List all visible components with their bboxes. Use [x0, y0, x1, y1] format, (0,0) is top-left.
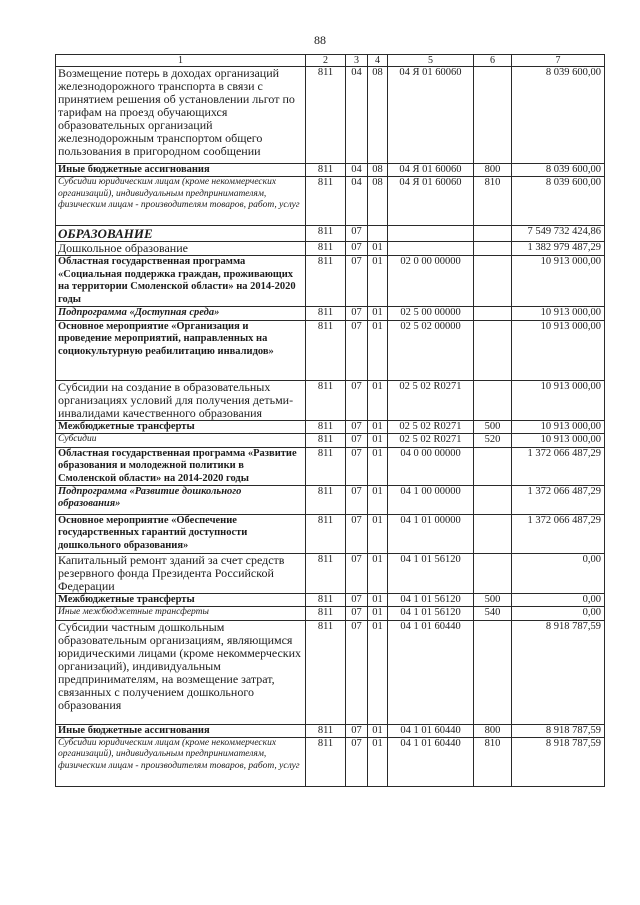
row-section-code: 04 [346, 67, 368, 164]
row-amount: 0,00 [512, 594, 605, 607]
row-subsection-code: 08 [368, 67, 388, 164]
row-subsection-code: 01 [368, 421, 388, 434]
row-expense-type-code [474, 226, 512, 242]
table-row [56, 554, 605, 594]
row-ministry-code: 811 [306, 226, 346, 242]
table-row [56, 242, 605, 256]
row-section-code: 07 [346, 321, 368, 381]
row-target-code: 04 Я 01 60060 [388, 67, 474, 164]
row-target-code: 04 1 01 00000 [388, 515, 474, 554]
column-header: 4 [368, 55, 388, 67]
row-ministry-code: 811 [306, 307, 346, 321]
row-expense-type-code [474, 67, 512, 164]
row-name: Иные бюджетные ассигнования [56, 724, 306, 737]
table-row [56, 620, 605, 724]
table-row [56, 594, 605, 607]
row-subsection-code: 01 [368, 321, 388, 381]
budget-table [55, 54, 605, 787]
row-amount: 8 039 600,00 [512, 164, 605, 177]
row-section-code: 07 [346, 256, 368, 307]
row-subsection-code: 08 [368, 177, 388, 226]
row-subsection-code: 01 [368, 447, 388, 485]
column-header: 3 [346, 55, 368, 67]
row-section-code: 07 [346, 724, 368, 737]
table-row [56, 164, 605, 177]
row-ministry-code: 811 [306, 607, 346, 620]
row-section-code: 07 [346, 226, 368, 242]
row-name: Подпрограмма «Развитие дошкольного образования» [56, 486, 306, 515]
row-target-code [388, 242, 474, 256]
row-section-code: 07 [346, 554, 368, 594]
row-name: Субсидии юридическим лицам (кроме некоммерческих организаций), индивидуальным предпринимателям, физическим лицам - производителям товаров, работ, услуг [56, 177, 306, 226]
row-name: Субсидии [56, 434, 306, 447]
row-subsection-code: 01 [368, 594, 388, 607]
row-subsection-code: 01 [368, 515, 388, 554]
row-section-code: 07 [346, 594, 368, 607]
row-ministry-code: 811 [306, 242, 346, 256]
column-header: 5 [388, 55, 474, 67]
table-row [56, 256, 605, 307]
row-section-code: 04 [346, 164, 368, 177]
row-subsection-code: 01 [368, 554, 388, 594]
row-ministry-code: 811 [306, 321, 346, 381]
row-target-code: 04 0 00 00000 [388, 447, 474, 485]
row-ministry-code: 811 [306, 421, 346, 434]
row-name: Основное мероприятие «Организация и проведение мероприятий, направленных на социокультурную реабилитацию инвалидов» [56, 321, 306, 381]
row-amount: 10 913 000,00 [512, 321, 605, 381]
table-row [56, 421, 605, 434]
row-ministry-code: 811 [306, 447, 346, 485]
table-row [56, 307, 605, 321]
table-row [56, 486, 605, 515]
row-section-code: 07 [346, 307, 368, 321]
row-amount: 1 382 979 487,29 [512, 242, 605, 256]
row-name: Субсидии на создание в образовательных организациях условий для получения детьми-инвалидами качественного образования [56, 381, 306, 421]
row-ministry-code: 811 [306, 164, 346, 177]
row-amount: 10 913 000,00 [512, 256, 605, 307]
row-section-code: 07 [346, 515, 368, 554]
row-ministry-code: 811 [306, 381, 346, 421]
table-row [56, 381, 605, 421]
row-subsection-code: 01 [368, 607, 388, 620]
table-row [56, 177, 605, 226]
row-name: Межбюджетные трансферты [56, 594, 306, 607]
row-name: Дошкольное образование [56, 242, 306, 256]
row-amount: 10 913 000,00 [512, 421, 605, 434]
row-subsection-code: 01 [368, 434, 388, 447]
row-name: Возмещение потерь в доходах организаций железнодорожного транспорта в связи с принятием решения об установлении льгот по тарифам на проезд обучающихся образовательных организаций железнодорожным транспортом общего пользования в пригородном сообщении [56, 67, 306, 164]
row-subsection-code [368, 226, 388, 242]
table-header-row [56, 55, 605, 67]
page-number: 88 [314, 33, 326, 47]
row-expense-type-code [474, 307, 512, 321]
row-expense-type-code [474, 447, 512, 485]
table-row [56, 434, 605, 447]
row-subsection-code: 08 [368, 164, 388, 177]
table-row [56, 67, 605, 164]
table-row [56, 724, 605, 737]
row-name: Иные межбюджетные трансферты [56, 607, 306, 620]
row-target-code: 04 1 01 56120 [388, 594, 474, 607]
row-ministry-code: 811 [306, 486, 346, 515]
row-target-code: 02 5 02 00000 [388, 321, 474, 381]
row-expense-type-code [474, 486, 512, 515]
row-amount: 8 039 600,00 [512, 177, 605, 226]
row-amount: 8 918 787,59 [512, 620, 605, 724]
row-ministry-code: 811 [306, 177, 346, 226]
row-section-code: 07 [346, 242, 368, 256]
column-header: 7 [512, 55, 605, 67]
row-name: Областная государственная программа «Социальная поддержка граждан, проживающих на территории Смоленской области» на 2014-2020 годы [56, 256, 306, 307]
row-amount: 0,00 [512, 554, 605, 594]
row-amount: 1 372 066 487,29 [512, 447, 605, 485]
row-target-code: 02 0 00 00000 [388, 256, 474, 307]
row-amount: 8 039 600,00 [512, 67, 605, 164]
row-name: ОБРАЗОВАНИЕ [56, 226, 306, 242]
row-section-code: 07 [346, 447, 368, 485]
column-header: 2 [306, 55, 346, 67]
row-expense-type-code: 810 [474, 738, 512, 787]
row-expense-type-code: 500 [474, 594, 512, 607]
row-target-code: 02 5 00 00000 [388, 307, 474, 321]
row-name: Подпрограмма «Доступная среда» [56, 307, 306, 321]
row-amount: 8 918 787,59 [512, 724, 605, 737]
row-target-code: 04 1 01 60440 [388, 620, 474, 724]
row-ministry-code: 811 [306, 554, 346, 594]
row-expense-type-code [474, 321, 512, 381]
table-row [56, 447, 605, 485]
row-section-code: 07 [346, 738, 368, 787]
row-amount: 10 913 000,00 [512, 381, 605, 421]
row-subsection-code: 01 [368, 724, 388, 737]
row-expense-type-code: 540 [474, 607, 512, 620]
row-subsection-code: 01 [368, 620, 388, 724]
row-amount: 10 913 000,00 [512, 307, 605, 321]
table-row [56, 607, 605, 620]
row-section-code: 07 [346, 434, 368, 447]
column-header: 6 [474, 55, 512, 67]
row-ministry-code: 811 [306, 724, 346, 737]
row-ministry-code: 811 [306, 256, 346, 307]
row-subsection-code: 01 [368, 242, 388, 256]
row-target-code: 04 1 01 56120 [388, 607, 474, 620]
row-expense-type-code: 800 [474, 724, 512, 737]
row-target-code: 04 1 01 60440 [388, 738, 474, 787]
row-ministry-code: 811 [306, 620, 346, 724]
row-subsection-code: 01 [368, 738, 388, 787]
table-row [56, 321, 605, 381]
table-row [56, 515, 605, 554]
row-expense-type-code: 500 [474, 421, 512, 434]
row-target-code [388, 226, 474, 242]
row-section-code: 07 [346, 607, 368, 620]
row-section-code: 04 [346, 177, 368, 226]
row-section-code: 07 [346, 486, 368, 515]
row-expense-type-code: 520 [474, 434, 512, 447]
row-name: Областная государственная программа «Развитие образования и молодежной политики в Смоленской области» на 2014-2020 годы [56, 447, 306, 485]
row-amount: 1 372 066 487,29 [512, 515, 605, 554]
row-target-code: 02 5 02 R0271 [388, 434, 474, 447]
row-amount: 8 918 787,59 [512, 738, 605, 787]
row-target-code: 04 1 00 00000 [388, 486, 474, 515]
row-ministry-code: 811 [306, 515, 346, 554]
column-header: 1 [56, 55, 306, 67]
row-target-code: 04 Я 01 60060 [388, 177, 474, 226]
row-target-code: 02 5 02 R0271 [388, 421, 474, 434]
row-expense-type-code [474, 381, 512, 421]
row-amount: 1 372 066 487,29 [512, 486, 605, 515]
row-expense-type-code [474, 515, 512, 554]
row-target-code: 04 1 01 56120 [388, 554, 474, 594]
row-subsection-code: 01 [368, 307, 388, 321]
table-row [56, 226, 605, 242]
row-amount: 10 913 000,00 [512, 434, 605, 447]
row-ministry-code: 811 [306, 434, 346, 447]
row-section-code: 07 [346, 381, 368, 421]
row-name: Субсидии частным дошкольным образовательным организациям, являющимся юридическими лицами (кроме некоммерческих организаций), индивидуальным предпринимателям, на возмещение затрат, связанных с получением дошкольного образования [56, 620, 306, 724]
row-subsection-code: 01 [368, 256, 388, 307]
row-target-code: 04 Я 01 60060 [388, 164, 474, 177]
row-ministry-code: 811 [306, 738, 346, 787]
row-amount: 7 549 732 424,86 [512, 226, 605, 242]
row-expense-type-code [474, 256, 512, 307]
row-amount: 0,00 [512, 607, 605, 620]
row-expense-type-code [474, 620, 512, 724]
row-section-code: 07 [346, 620, 368, 724]
row-target-code: 04 1 01 60440 [388, 724, 474, 737]
row-name: Межбюджетные трансферты [56, 421, 306, 434]
row-section-code: 07 [346, 421, 368, 434]
row-ministry-code: 811 [306, 67, 346, 164]
row-name: Основное мероприятие «Обеспечение государственных гарантий доступности дошкольного образования» [56, 515, 306, 554]
table-row [56, 738, 605, 787]
row-name: Капитальный ремонт зданий за счет средств резервного фонда Президента Российской Федерации [56, 554, 306, 594]
row-name: Иные бюджетные ассигнования [56, 164, 306, 177]
row-name: Субсидии юридическим лицам (кроме некоммерческих организаций), индивидуальным предпринимателям, физическим лицам - производителям товаров, работ, услуг [56, 738, 306, 787]
row-expense-type-code: 810 [474, 177, 512, 226]
row-subsection-code: 01 [368, 381, 388, 421]
row-target-code: 02 5 02 R0271 [388, 381, 474, 421]
row-expense-type-code [474, 242, 512, 256]
row-subsection-code: 01 [368, 486, 388, 515]
row-expense-type-code [474, 554, 512, 594]
row-expense-type-code: 800 [474, 164, 512, 177]
row-ministry-code: 811 [306, 594, 346, 607]
